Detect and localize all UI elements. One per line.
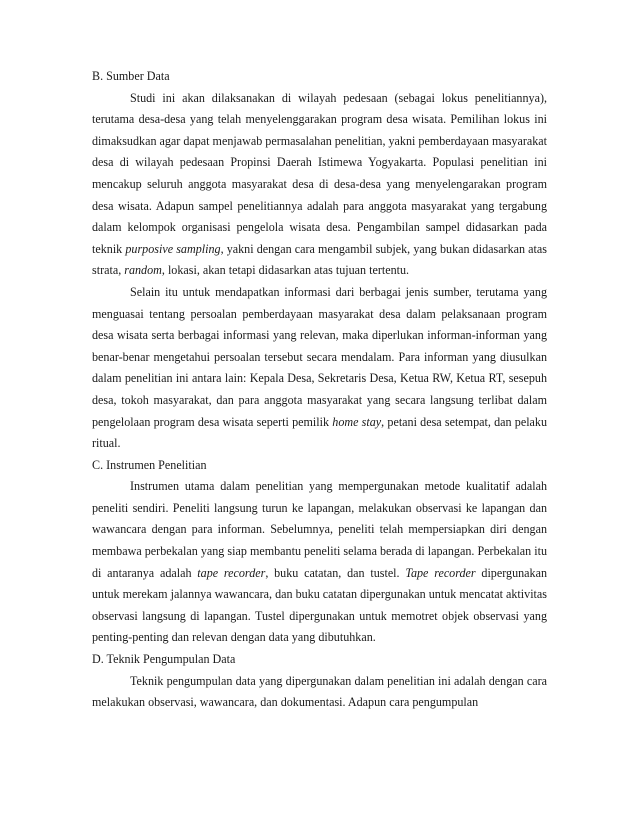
body-paragraph (92, 671, 547, 714)
text-run: dipergunakan untuk merekam jalannya wawancara, dan buku catatan dipergunakan untuk mencatat aktivitas observasi langsung di lapangan. Tustel dipergunakan untuk memotret objek observasi yang penting-penting dan relevan dengan data yang dibutuhkan. (92, 565, 547, 645)
italic-text-run: home stay (332, 414, 382, 429)
text-run: Teknik pengumpulan data yang dipergunakan dalam penelitian ini adalah dengan cara melakukan observasi, wawancara, dan dokumentasi. Adapun cara pengumpulan (92, 673, 547, 710)
text-run: , yakni dengan cara mengambil subjek, yang bukan didasarkan atas strata, (92, 241, 547, 278)
section-heading: B. Sumber Data (92, 69, 170, 83)
body-paragraph (92, 476, 547, 649)
italic-text-run: random (124, 263, 162, 278)
text-run: , buku catatan, dan tustel. (265, 565, 406, 580)
section-heading: D. Teknik Pengumpulan Data (92, 652, 236, 667)
italic-text-run: purposive sampling (125, 241, 221, 256)
body-paragraph (92, 282, 547, 455)
text-run: Studi ini akan dilaksanakan di wilayah pedesaan (sebagai lokus penelitiannya), terutama desa-desa yang telah menyelenggarakan program desa wisata. Pemilihan lokus ini dimaksudkan agar dapat menjawab permasalahan penelitian, yakni pemberdayaan masyarakat desa di wilayah pedesaan Propinsi Daerah Istimewa Yogyakarta. Populasi penelitian ini mencakup seluruh anggota masyarakat desa di desa-desa yang menyelengarakan program desa wisata. Adapun sampel penelitiannya adalah para anggota masyarakat yang tergabung dalam kelompok organisasi pengelola wisata desa. Pengambilan sampel didasarkan pada teknik (92, 90, 548, 256)
text-run: Instrumen utama dalam penelitian yang mempergunakan metode kualitatif adalah peneliti sendiri. Peneliti langsung turun ke lapangan, melakukan observasi ke lapangan dan wawancara dengan para informan. Sebelumnya, peneliti telah mempersiapkan diri dengan membawa perbekalan yang siap membantu peneliti selama berada di lapangan. Perbekalan itu di antaranya adalah (92, 479, 547, 580)
body-paragraph (92, 88, 547, 282)
text-run: , petani desa setempat, dan pelaku ritual. (92, 414, 548, 451)
text-run: , lokasi, akan tetapi didasarkan atas tujuan tertentu. (161, 263, 410, 278)
italic-text-run: Tape recorder (405, 565, 476, 580)
section-heading: C. Instrumen Penelitian (92, 457, 207, 472)
text-run: Selain itu untuk mendapatkan informasi dari berbagai jenis sumber, terutama yang menguasai tentang persoalan pemberdayaan masyarakat desa dalam pelaksanaan program desa wisata serta berbagai informasi yang relevan, maka diperlukan informan-informan yang benar-benar mengetahui persoalan tersebut secara mendalam. Para informan yang diusulkan dalam penelitian ini antara lain: Kepala Desa, Sekretaris Desa, Ketua RW, Ketua RT, sesepuh desa, tokoh masyarakat, dan para anggota masyarakat yang secara langsung terlibat dalam pengelolaan program desa wisata seperti pemilik (92, 284, 547, 429)
document-page (92, 66, 547, 714)
italic-text-run: tape recorder (197, 565, 266, 580)
